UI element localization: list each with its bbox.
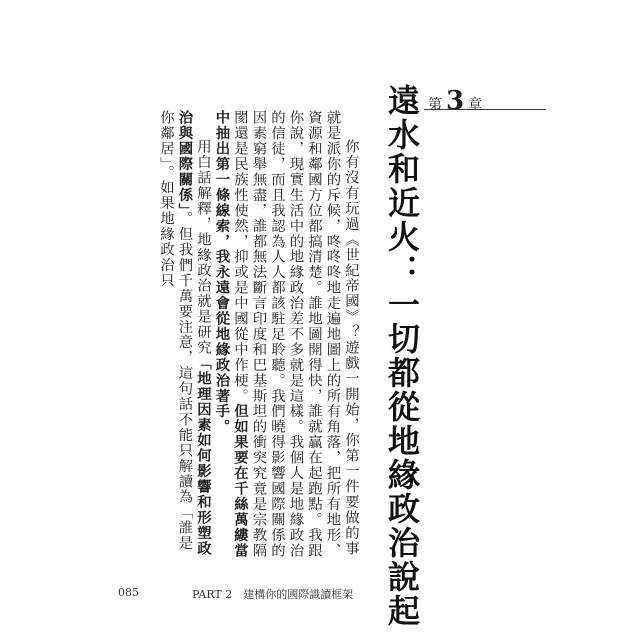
paragraph-2-tail: 。但我們千萬要注意，這句話不能只解讀為「誰是你鄰居」。如果地緣政治只 [158,110,193,551]
page-number: 085 [118,586,139,599]
paragraph-1-text: 你有沒有玩過《世紀帝國》？遊戲一開始，你第一件要做的事就是派你的斥候，咚咚咚地走遍地圖上的所有角落，把所有地形、資源和鄰國方位都搞清楚。誰地圖開得快，誰就贏在起跑點。我跟你說，現實生活中的地緣政治差不多就是這樣。我個人是地緣政治的信徒，而且我認為人人都該駐足聆聽。我們曉得影響國際關係的因素窮舉無盡，誰都無法斷言印度和巴基斯坦的衝突究竟是宗教隔閡還是民族性使然，抑或是中國從中作梗。 [232,110,359,559]
body-text [124,110,360,560]
chapter-title: 遠水和近火：一切都從地緣政治說起 [383,84,421,628]
paragraph-2-bold: 「地理因素如何影響和形塑政治與國際關係」 [176,110,212,556]
chapter-rule [424,109,546,110]
paragraph-2 [157,110,213,560]
running-footer: PART 2 建構你的國際識讀框架 [192,588,354,601]
chapter-label [428,88,482,114]
chapter-number: 3 [446,86,465,116]
paragraph-1 [212,110,360,560]
paragraph-1-bold: 但如果要在千絲萬縷當中抽出第一條線索，我永遠會從地緣政治著手。 [213,110,249,559]
chapter-suffix: 章 [468,97,483,113]
paragraph-2-text: 用白話解釋，地緣政治就是研究 [195,138,211,356]
chapter-prefix: 第 [428,97,442,113]
